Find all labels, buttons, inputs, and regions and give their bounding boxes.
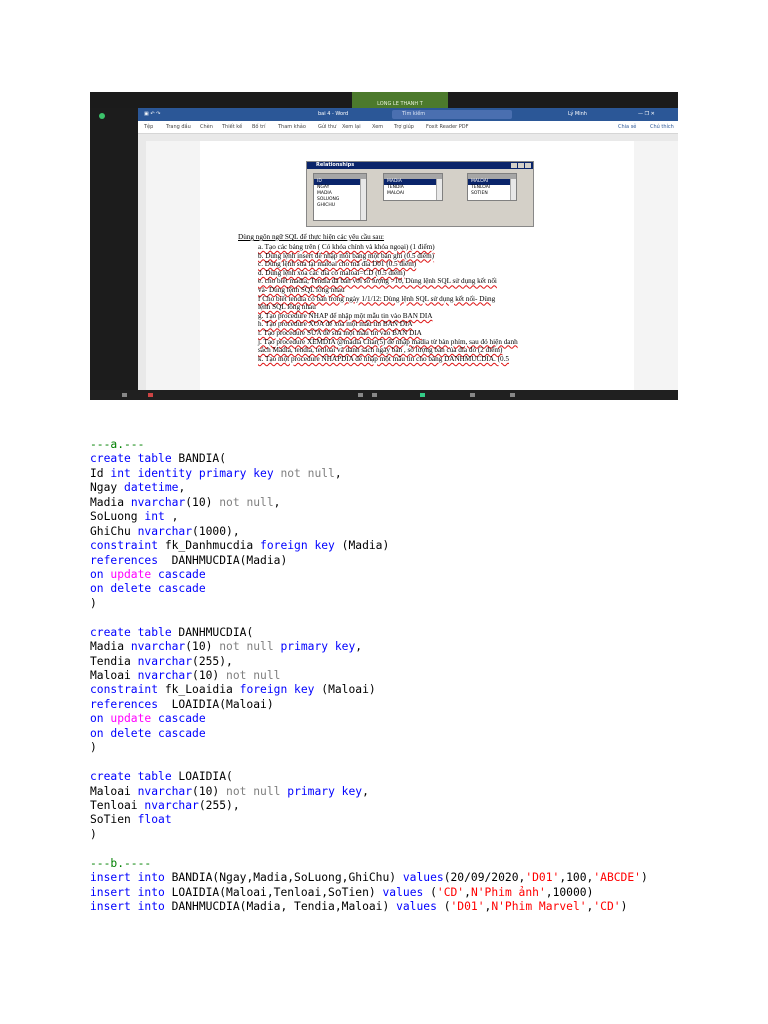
- code-token: insert into: [90, 900, 165, 913]
- requirement-line: k. Tạo một procedure NHAPDIA để nhập một mẫu tin cho bảng DANHMUCDIA. (0.5: [258, 354, 509, 363]
- code-line: [90, 785, 690, 799]
- code-token: ,: [362, 784, 369, 798]
- code-token: not null: [273, 466, 335, 480]
- code-token: nvarchar: [144, 798, 199, 812]
- code-token: int identity primary key: [110, 466, 274, 480]
- table-field[interactable]: MADIA: [317, 191, 332, 196]
- code-line: [90, 770, 690, 784]
- code-token: insert into: [90, 885, 165, 899]
- vertical-ruler: [138, 141, 146, 390]
- requirement-line: i. Tạo procedure SỬA để sửa một mẫu tin vào BAN DIA: [258, 329, 422, 337]
- code-line: [90, 886, 690, 900]
- ribbon-menu: [138, 121, 678, 134]
- code-line: [90, 871, 690, 885]
- comments-button[interactable]: Chú thích: [650, 124, 674, 130]
- table-field[interactable]: MALOAI: [387, 191, 405, 196]
- code-token: datetime: [124, 481, 179, 495]
- relationships-title-bar: [307, 162, 533, 169]
- code-token: (10): [192, 669, 220, 682]
- menu-item[interactable]: Trang đầu: [166, 124, 191, 130]
- code-line: [90, 467, 690, 481]
- menu-item[interactable]: Foxit Reader PDF: [426, 124, 469, 130]
- share-button[interactable]: Chia sẻ: [618, 124, 637, 130]
- code-line: [90, 452, 690, 466]
- app-icon[interactable]: [148, 393, 153, 397]
- menu-item[interactable]: Xem: [372, 124, 384, 130]
- code-token: ,: [164, 510, 179, 524]
- table-field[interactable]: NGAY: [317, 185, 330, 190]
- code-token: ): [640, 871, 648, 885]
- code-line: [90, 799, 690, 813]
- participant-video-thumbnail[interactable]: [352, 92, 448, 108]
- code-token: not null: [212, 495, 274, 509]
- table-field[interactable]: GHICHU: [317, 203, 336, 208]
- code-token: (1000),: [192, 524, 240, 538]
- code-line: [90, 698, 690, 712]
- code-token: ,: [586, 900, 594, 913]
- table-danh-muc-dia[interactable]: [383, 173, 443, 201]
- menu-item[interactable]: Tệp: [144, 124, 154, 130]
- window-title: bai 4 - Word: [318, 111, 349, 117]
- user-name: Lý Minh: [568, 111, 587, 117]
- code-token: ): [90, 827, 97, 841]
- code-token: ,: [273, 495, 281, 509]
- table-field[interactable]: ID: [314, 179, 366, 185]
- relationships-window-buttons[interactable]: [511, 163, 531, 168]
- code-token: (255),: [198, 798, 240, 812]
- app-icon[interactable]: [470, 393, 475, 397]
- menu-item[interactable]: Trợ giúp: [394, 124, 414, 130]
- code-token: Ngay: [90, 481, 125, 495]
- code-line: [90, 640, 690, 654]
- code-line: [90, 525, 690, 539]
- code-line: [90, 481, 690, 495]
- code-token: references: [90, 697, 159, 711]
- menu-item[interactable]: Thiết kế: [222, 124, 243, 130]
- requirement-line: sách Madia, tendia, tenloai và danh sách ngày bán , số lượng bán của đĩa đó (2 điểm): [258, 346, 503, 355]
- code-token: fk_Danhmucdia: [158, 539, 261, 553]
- code-line: [90, 669, 690, 683]
- search-placeholder: Tìm kiếm: [402, 111, 426, 117]
- code-token: SoLuong: [90, 510, 145, 524]
- table-field[interactable]: SOLUONG: [317, 197, 340, 202]
- requirement-line: b. Dùng lệnh insert để nhập mỗi bảng một bản ghi (0.5 điểm): [258, 251, 435, 260]
- horizontal-ruler: [138, 134, 678, 141]
- app-icon[interactable]: [122, 393, 127, 397]
- code-token: cascade: [151, 712, 206, 726]
- code-token: (255),: [192, 654, 233, 668]
- code-token: nvarchar: [137, 524, 193, 538]
- taskbar: [90, 390, 678, 400]
- code-token: ,: [355, 640, 363, 654]
- word-window: [138, 108, 678, 390]
- code-line: [90, 712, 690, 726]
- code-line: [90, 842, 690, 856]
- document-page: [200, 141, 634, 390]
- code-token: constraint: [90, 683, 159, 697]
- code-token: not null: [219, 669, 281, 682]
- code-token: nvarchar: [137, 784, 193, 798]
- code-token: on delete cascade: [90, 582, 206, 596]
- table-field[interactable]: MADIA: [384, 179, 442, 185]
- code-line: [90, 900, 690, 914]
- code-token: 'D01': [450, 900, 485, 913]
- table-field[interactable]: TENDIA: [387, 185, 404, 190]
- code-token: fk_Loaidia: [158, 683, 240, 697]
- requirement-line: j. Tạo procedure XEMDIA @madia Char(5) để nhập madia từ bàn phím, sau đó hiện danh: [258, 337, 518, 346]
- requirement-line: e. cho biết madia, Tendia đã bán với số lượng >10, Dùng lệnh SQL sử dụng kết nối: [258, 277, 497, 286]
- code-token: ,10000): [545, 885, 594, 899]
- code-token: create table: [90, 625, 172, 639]
- requirement-line: d. Dùng lệnh xóa các đĩa có maloai=CD (0.5 điểm): [258, 268, 406, 277]
- intro-line: Dùng ngôn ngữ SQL để thực hiện các yêu cầu sau:: [238, 233, 385, 241]
- code-token: Madia: [90, 495, 131, 509]
- code-token: (: [436, 900, 451, 913]
- code-line: [90, 828, 690, 842]
- code-token: nvarchar: [130, 495, 186, 509]
- code-line: [90, 626, 690, 640]
- code-token: ,: [334, 466, 342, 480]
- code-token: LOAIDIA(: [171, 770, 233, 784]
- menu-item[interactable]: Xem lại: [342, 124, 361, 130]
- participant-name: LONG LE THANH T: [377, 101, 423, 107]
- requirement-line: và- Dùng lệnh SQL lồng nhau: [258, 286, 345, 294]
- menu-item[interactable]: Gửi thư: [318, 124, 337, 130]
- code-token: DANHMUCDIA(: [171, 625, 254, 639]
- code-token: (Madia): [334, 539, 390, 553]
- code-token: float: [137, 813, 172, 827]
- code-token: ,: [484, 900, 492, 913]
- app-icon[interactable]: [510, 393, 515, 397]
- code-token: on delete cascade: [90, 726, 206, 740]
- code-token: LOAIDIA(Maloai,Tenloai,SoTien): [164, 885, 383, 899]
- code-token: values: [402, 871, 444, 885]
- code-token: (Maloai): [314, 683, 376, 697]
- code-line: [90, 756, 690, 770]
- code-token: update: [110, 567, 152, 581]
- code-line: [90, 582, 690, 596]
- save-icon[interactable]: ▣ ↶ ↷: [144, 111, 161, 117]
- code-token: Maloai: [90, 669, 138, 682]
- code-token: DANHMUCDIA(Madia): [158, 553, 288, 567]
- code-line: [90, 655, 690, 669]
- code-token: update: [110, 712, 152, 726]
- code-token: values: [396, 900, 437, 913]
- code-token: nvarchar: [137, 654, 193, 668]
- requirement-line: h. Tạo procedure XOA để xóa một mẫu tin BAN DIA: [258, 320, 413, 329]
- table-ban-dia[interactable]: [313, 173, 367, 221]
- status-dot-icon: [99, 113, 105, 119]
- code-line: [90, 813, 690, 827]
- menu-item[interactable]: Bố trí: [252, 124, 266, 130]
- code-token: ,100,: [559, 871, 594, 885]
- code-token: Tenloai: [90, 798, 145, 812]
- sql-code-block: [90, 438, 690, 914]
- requirement-line: a. Tạo các bảng trên ( Có khóa chính và khóa ngoại) (1 điểm): [258, 243, 435, 251]
- requirement-line: g. Tạo procedure NHAP để nhập một mẫu tin vào BAN DIA: [258, 311, 433, 320]
- window-controls[interactable]: — ❐ ✕: [638, 111, 655, 117]
- code-token: primary key: [280, 640, 356, 654]
- code-token: Maloai: [90, 784, 138, 798]
- code-token: LOAIDIA(Maloai): [158, 697, 274, 711]
- code-token: ): [90, 741, 97, 755]
- code-token: ): [620, 900, 628, 913]
- code-token: ---b.----: [90, 856, 152, 870]
- code-line: [90, 539, 690, 553]
- app-icon[interactable]: [372, 393, 377, 397]
- code-token: create table: [90, 452, 172, 466]
- code-token: create table: [90, 770, 172, 784]
- code-token: references: [90, 553, 159, 567]
- code-token: ,: [464, 885, 471, 899]
- relationships-title: Relationships: [316, 162, 355, 168]
- app-icon[interactable]: [358, 393, 363, 397]
- code-token: ---a.---: [90, 438, 145, 451]
- search-input[interactable]: [392, 110, 512, 119]
- code-token: BANDIA(Ngay,Madia,SoLuong,GhiChu): [164, 871, 403, 885]
- code-line: [90, 741, 690, 755]
- requirement-line: c. Dùng lệnh sửa lại maloai cho mã đĩa D01 (0.5 điểm): [258, 260, 417, 269]
- code-token: GhiChu: [90, 524, 138, 538]
- code-token: not null: [212, 640, 281, 654]
- code-token: (10): [192, 784, 220, 798]
- code-token: nvarchar: [130, 640, 186, 654]
- code-line: [90, 597, 690, 611]
- code-token: foreign key: [239, 683, 315, 697]
- code-token: (10): [185, 640, 213, 654]
- code-line: [90, 857, 690, 871]
- code-token: ): [90, 596, 97, 610]
- code-token: cascade: [151, 567, 206, 581]
- code-token: values: [382, 885, 424, 899]
- code-token: Id: [90, 466, 111, 480]
- app-icon[interactable]: [420, 393, 425, 397]
- menu-item[interactable]: Tham khảo: [278, 124, 306, 130]
- code-token: not null: [219, 784, 288, 798]
- code-token: N'Phim ảnh': [470, 885, 546, 899]
- code-token: 'D01': [525, 871, 560, 885]
- code-token: Madia: [90, 640, 131, 654]
- menu-item[interactable]: Chèn: [200, 124, 213, 130]
- code-token: (10): [185, 495, 213, 509]
- code-line: [90, 438, 690, 452]
- code-token: (20/09/2020,: [443, 871, 526, 885]
- table-field[interactable]: MALOAI: [468, 179, 516, 185]
- code-token: on: [90, 712, 111, 726]
- code-token: ,: [178, 481, 186, 495]
- code-line: [90, 727, 690, 741]
- code-token: int: [144, 510, 165, 524]
- code-token: on: [90, 567, 111, 581]
- code-token: 'ABCDE': [593, 871, 641, 885]
- code-token: primary key: [287, 784, 363, 798]
- requirement-line: f Cho biết tendia có bán trong ngày 1/1/12: Dùng lệnh SQL sử dụng kết nối- Dùng: [258, 294, 496, 303]
- code-token: N'Phim Marvel': [491, 900, 587, 913]
- code-token: 'CD': [593, 900, 621, 913]
- code-line: [90, 554, 690, 568]
- code-token: insert into: [90, 871, 165, 885]
- code-token: BANDIA(: [171, 452, 227, 466]
- code-token: (: [423, 885, 437, 899]
- code-line: [90, 496, 690, 510]
- code-token: SoTien: [90, 813, 138, 827]
- requirement-line: lệnh SQL lồng nhau: [258, 303, 316, 312]
- table-field[interactable]: TENLOAI: [471, 185, 491, 190]
- relationships-window[interactable]: [306, 161, 534, 227]
- code-line: [90, 568, 690, 582]
- table-field[interactable]: SOTIEN: [471, 191, 488, 196]
- code-line: [90, 510, 690, 524]
- table-loai-dia[interactable]: [467, 173, 517, 201]
- code-token: foreign key: [260, 539, 335, 553]
- code-token: Tendia: [90, 654, 138, 668]
- word-title-bar: [138, 108, 678, 121]
- code-token: nvarchar: [137, 669, 193, 682]
- code-token: 'CD': [436, 885, 465, 899]
- embedded-screenshot: [90, 92, 678, 400]
- code-token: DANHMUCDIA(Madia, Tendia,Maloai): [164, 900, 397, 913]
- code-token: constraint: [90, 539, 159, 553]
- code-line: [90, 611, 690, 625]
- code-line: [90, 683, 690, 697]
